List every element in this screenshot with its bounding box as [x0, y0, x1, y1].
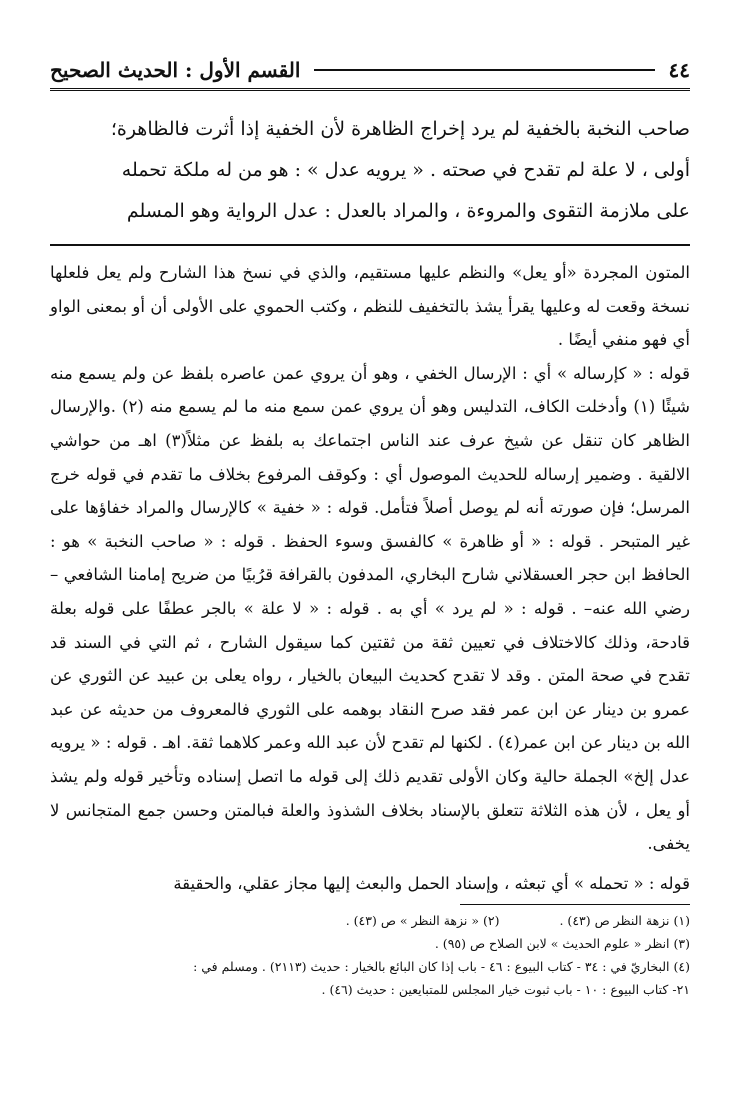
footnote-row	[50, 909, 690, 932]
main-text-line: صاحب النخبة بالخفية لم يرد إخراج الظاهرة لأن الخفية إذا أثرت فالظاهرة؛	[110, 118, 690, 140]
header-divider	[50, 88, 690, 91]
footnote-4: (٤) البخاريّ في : ٣٤ - كتاب البيوع : ٤٦ - باب إذا كان البائع بالخيار : حديث (٢١١٣) . ومسلم في :	[193, 959, 690, 975]
commentary	[50, 256, 690, 900]
footnote-2: (٢) « نزهة النظر » ص (٤٣) .	[345, 913, 500, 929]
running-title: القسم الأول : الحديث الصحيح	[50, 58, 301, 82]
commentary-paragraph: قوله : « تحمله » أي تبعثه ، وإسناد الحمل والبعث إليها مجاز عقلي، والحقيقة	[173, 873, 690, 893]
commentary-paragraph: قوله : « كإرساله » أي : الإرسال الخفي ، وهو أن يروي عمن عاصره بلفظ عن ولم يسمع منه شيئًا (١) وأدخلت الكاف، التدليس وهو أن يروي عمن سمع منه ما لم يسمع منه (٢) .والإرسال الظاهر كان تنقل عن شيخ عرف عند الناس اجتماعك به بلفظ عن مثلاً(٣) اهـ من حواشي الالقية . وضمير إرساله للحديث الموصول أي : وكوقف المرفوع بخلاف ما تقدم في قوله خرج المرسل؛ فإن صورته أنه لم يوصل أصلاً فتأمل. قوله : « خفية » كالإرسال والمراد خفاؤها على غير المتبحر . قوله : « أو ظاهرة » كالفسق وسوء الحفظ . قوله : « صاحب النخبة » هو : الحافظ ابن حجر العسقلاني شارح البخاري، المدفون بالقرافة قرُبيًا من ضريح إمامنا الشافعي –رضي الله عنه– . قوله : « لم يرد » أي به . قوله : « لا علة » بالجر عطفًا على قوله بعلة قادحة، وذلك كالاختلاف في تعيين ثقة من ثقتين كما سيقول الشارح ، ثم التي في السند قد تقدح في صحة المتن . وقد لا تقدح كحديث البيعان بالخيار ، رواه يعلى بن عبيد عن الثوري عن عمرو بن دينار عن ابن عمر فقد صرح النقاد بوهمه على الثوري فالمعروف من حديثه عن عبد الله بن دينار عن ابن عمر(٤) . لكنها لم تقدح لأن عبد الله وعمر كلاهما ثقة. اهـ . قوله : « يرويه عدل إلخ» الجملة حالية وكان الأولى تقديم ذلك إلى قوله ما اتصل إسناده وتأخير قوله ولم يشذ أو يعل ، لأن هذه الثلاثة تتعلق بالإسناد بخلاف الشذوذ والعلة فبالمتن وحسن جمع المتجانس لا يخفى.	[50, 363, 691, 854]
commentary-divider	[50, 244, 690, 246]
footnote-3: (٣) انظر « علوم الحديث » لابن الصلاح ص (٩٥) .	[434, 936, 690, 952]
page-header	[50, 58, 690, 82]
footnote-divider	[460, 904, 690, 905]
main-text-line: على ملازمة التقوى والمروءة ، والمراد بالعدل : عدل الرواية وهو المسلم	[126, 200, 690, 222]
footnotes	[50, 909, 690, 1001]
page-number: ٤٤	[668, 58, 690, 82]
commentary-paragraph: المتون المجردة «أو يعل» والنظم عليها مستقيم، والذي في نسخ هذا الشارح ولم يعل فلعلها نسخة وقعت له وعليها يقرأ يشذ بالتخفيف للنظم ، وكتب الحموي على الأولى أن أو بمعنى الواو أي فهو منفي أيضًا .	[50, 263, 690, 350]
main-text	[50, 109, 690, 232]
page	[50, 58, 690, 1001]
footnote-1: (١) نزهة النظر ص (٤٣) .	[559, 913, 690, 929]
header-line	[314, 69, 654, 71]
footnote-4-continued: ٢١- كتاب البيوع : ١٠ - باب ثبوت خيار المجلس للمتبايعين : حديث (٤٦) .	[321, 982, 690, 998]
main-text-line: أولى ، لا علة لم تقدح في صحته . « يرويه عدل » : هو من له ملكة تحمله	[121, 159, 690, 181]
